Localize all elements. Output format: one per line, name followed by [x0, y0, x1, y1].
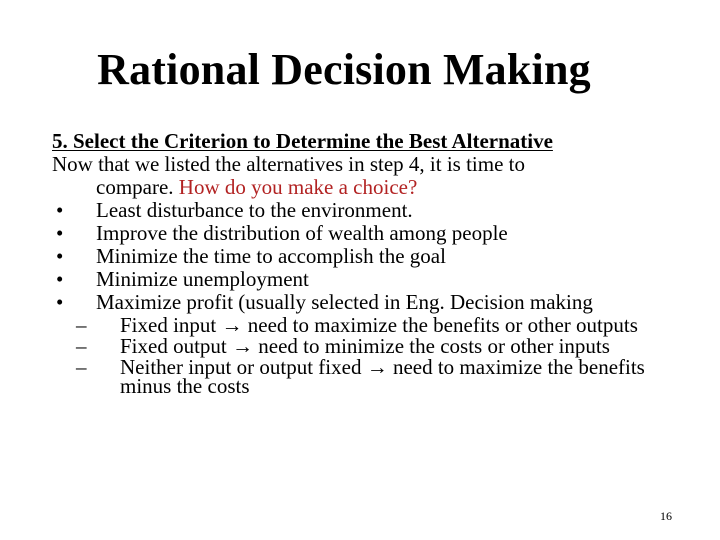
sub-list-item-text: Fixed output → need to minimize the costs or other inputs	[120, 334, 610, 358]
intro-line-2	[52, 176, 692, 199]
sub-list-item	[52, 313, 680, 337]
slide-title: Rational Decision Making	[97, 45, 591, 94]
intro-line-2-plain: compare.	[96, 175, 179, 199]
sub-list-item	[52, 334, 680, 358]
bullet-icon: •	[56, 221, 64, 245]
bullet-icon: •	[56, 244, 64, 268]
sub-list-item	[52, 355, 680, 398]
bullet-icon: •	[56, 198, 64, 222]
sub-criteria-list	[52, 313, 692, 398]
page-number: 16	[660, 509, 672, 523]
list-item	[52, 199, 692, 222]
dash-icon: –	[76, 334, 87, 358]
list-item-text: Minimize the time to accomplish the goal	[96, 244, 446, 268]
slide-body	[52, 130, 692, 396]
intro-line-1: Now that we listed the alternatives in step 4, it is time to	[52, 152, 525, 176]
list-item	[52, 291, 692, 314]
bullet-icon: •	[56, 267, 64, 291]
list-item	[52, 268, 692, 291]
bullet-icon: •	[56, 290, 64, 314]
list-item	[52, 222, 692, 245]
section-heading: 5. Select the Criterion to Determine the Best Alternative	[52, 129, 553, 153]
intro-question: How do you make a choice?	[178, 175, 418, 199]
sub-list-item-text: Fixed input → need to maximize the benefits or other outputs	[120, 313, 638, 337]
list-item-text: Least disturbance to the environment.	[96, 198, 413, 222]
list-item-text: Improve the distribution of wealth among people	[96, 221, 508, 245]
sub-list-item-text: Neither input or output fixed → need to maximize the benefits minus the costs	[120, 355, 645, 398]
dash-icon: –	[76, 313, 87, 337]
criteria-list	[52, 199, 692, 314]
list-item-text: Minimize unemployment	[96, 267, 309, 291]
list-item	[52, 245, 692, 268]
dash-icon: –	[76, 355, 87, 379]
list-item-text: Maximize profit (usually selected in Eng. Decision making	[96, 290, 593, 314]
